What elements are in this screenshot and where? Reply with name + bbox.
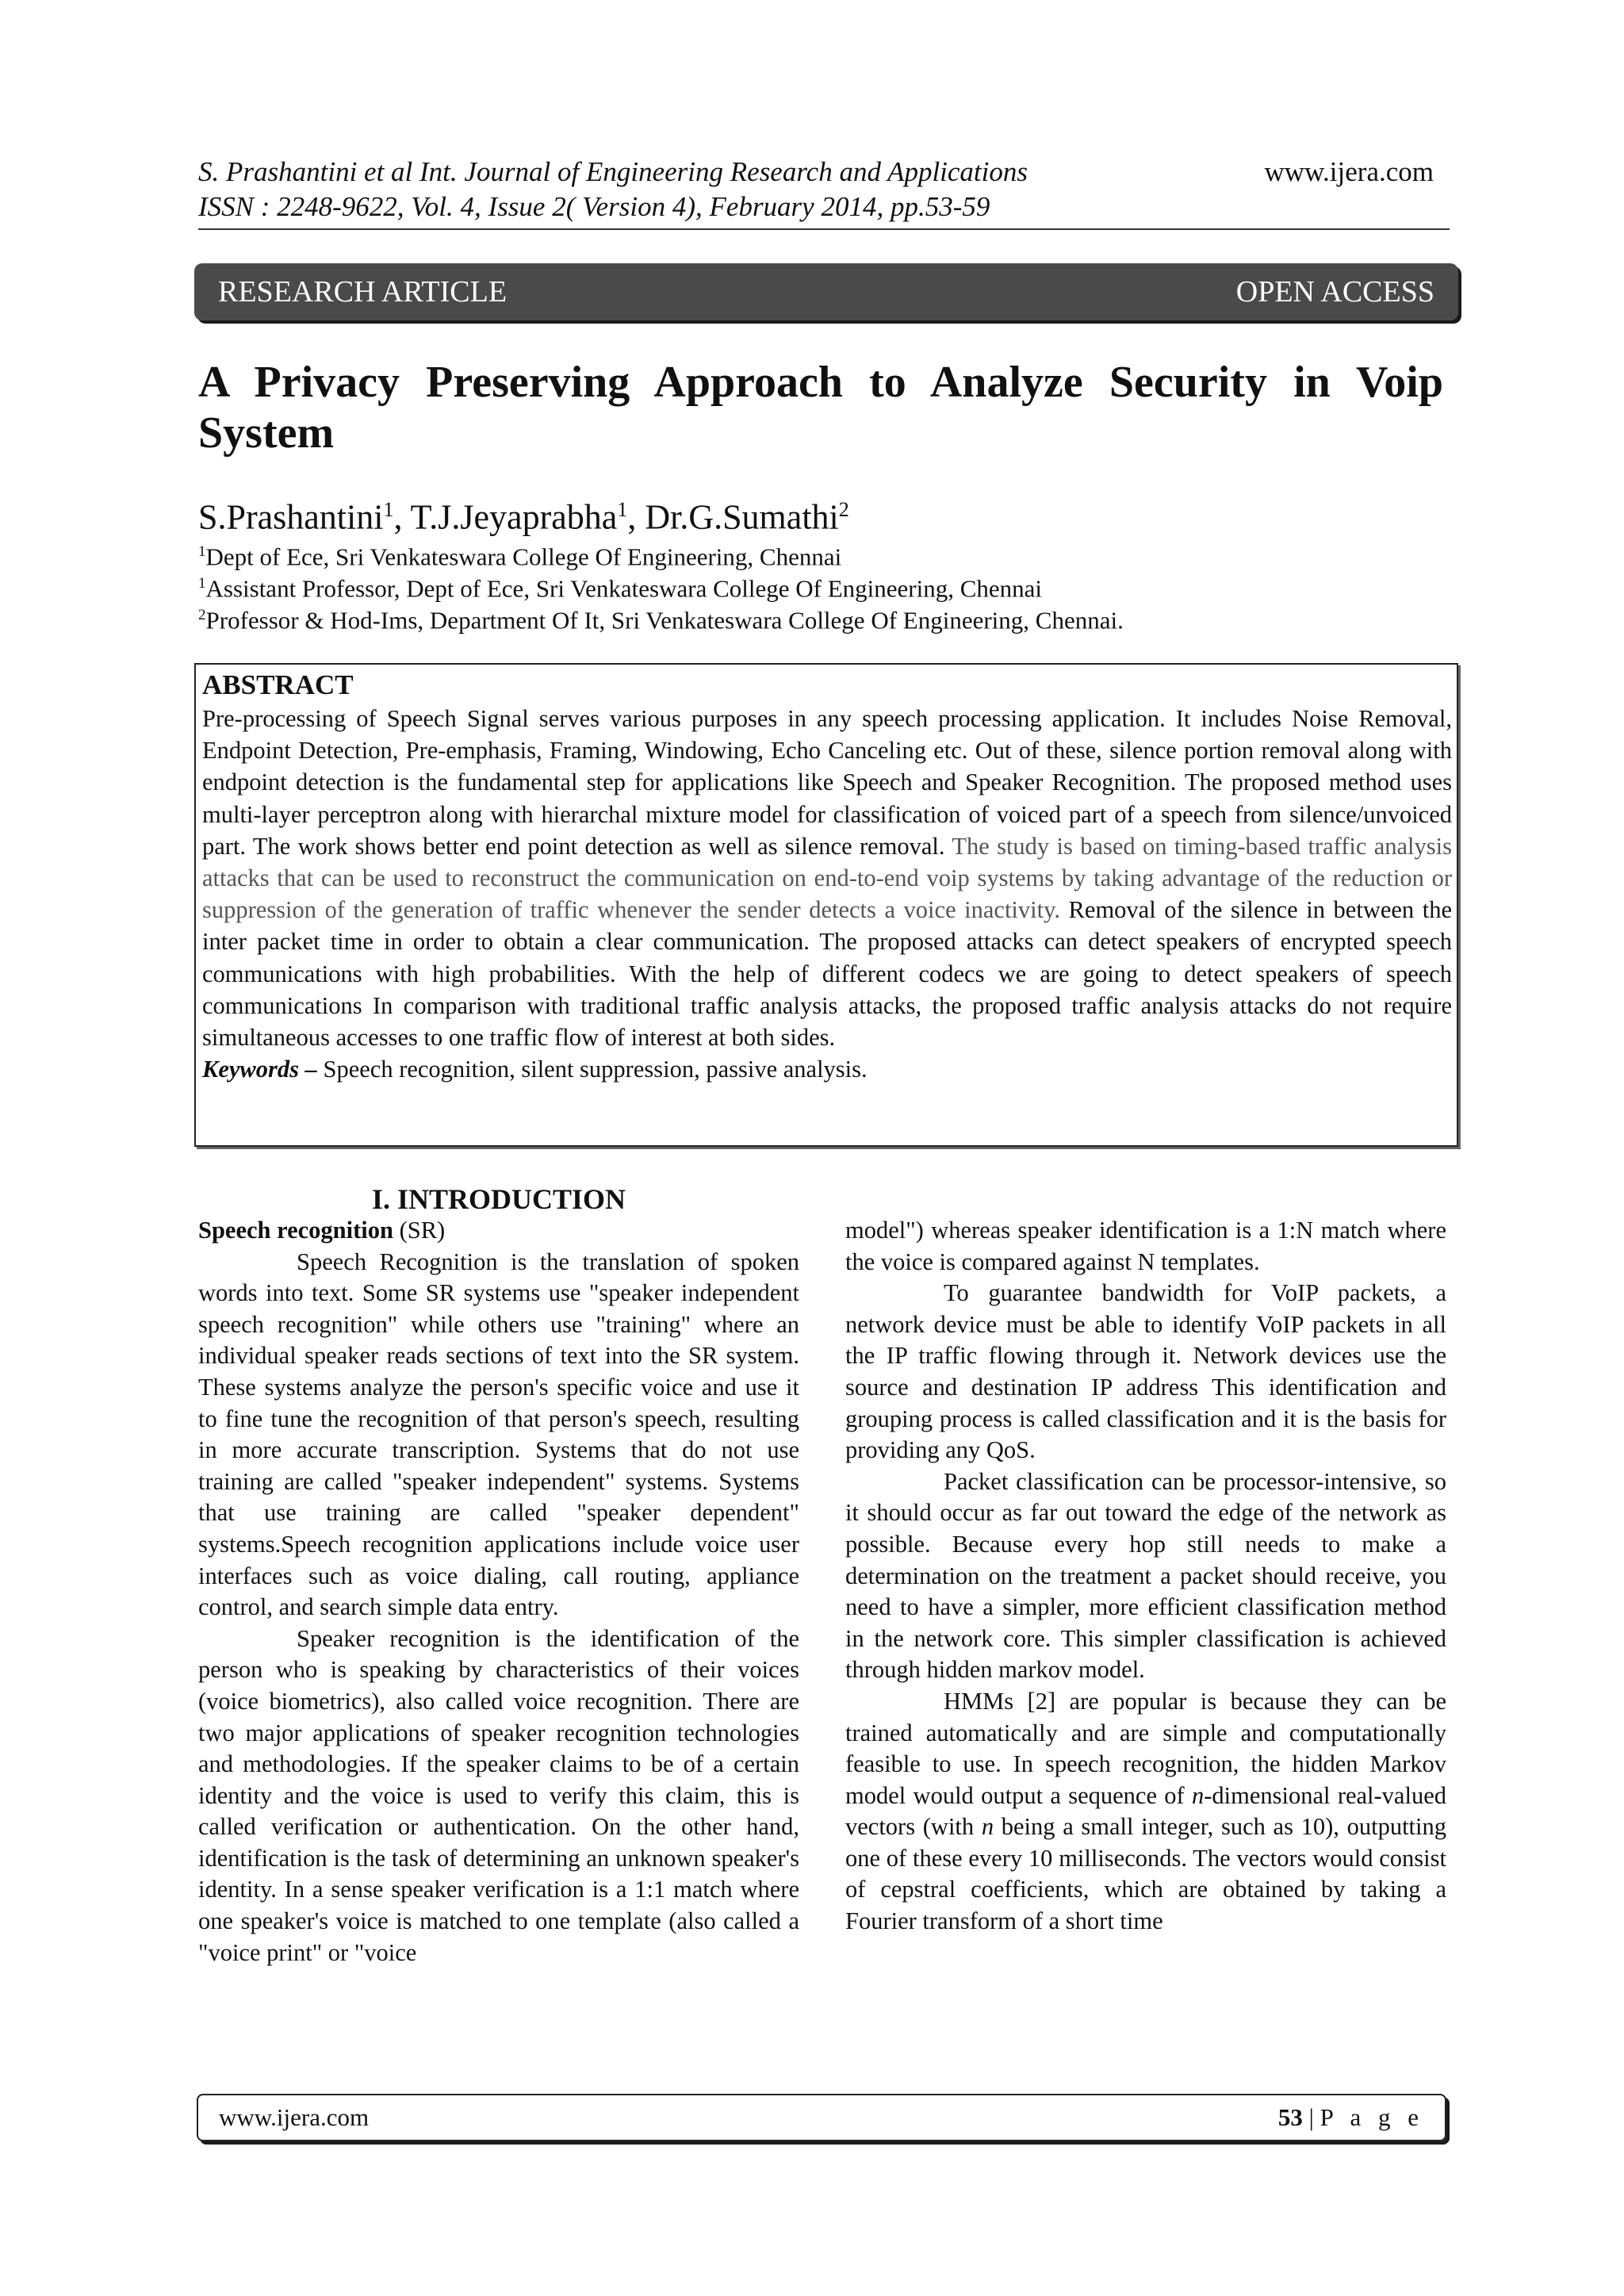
subheading-speech-recognition: Speech recognition [198, 1217, 393, 1244]
research-article-label: RESEARCH ARTICLE [218, 275, 508, 309]
keywords-text: Speech recognition, silent suppression, passive analysis. [316, 1056, 868, 1083]
page-footer [197, 2094, 1446, 2141]
paragraph: Speaker recognition is the identification of the person who is speaking by characteristics of their voices (voice biometrics), also called voice recognition. There are two major applications of speaker recognition technologies and methodologies. If the speaker claims to be of a certain identity and the voice is used to verify this claim, this is called verification or authentication. On the other hand, identification is the task of determining an unknown speaker's identity. In a sense speaker verification is a 1:1 match where one speaker's voice is matched to one template (also called a "voice print" or "voice [198, 1624, 799, 1966]
page-number: 53 [1277, 2103, 1303, 2131]
abstract-part-1: Pre-processing of Speech Signal serves various purposes in any speech processing application. It includes Noise Removal, Endpoint Detection, Pre-emphasis, Framing, Windowing, Echo Canceling etc. Out of these, silence portion removal along with endpoint detection is the fundamental step for applications like Speech and Speaker Recognition. The proposed method uses multi-layer perceptron along with hierarchal mixture model for classification of voiced part of a speech from silence/unvoiced part. The work shows better end point detection as well as silence removal. [202, 705, 1452, 860]
left-column [198, 1215, 799, 1968]
right-column [845, 1215, 1446, 1938]
text-run: HMMs [2] are popular is because they can be trained automatically and are simple and computationally feasible to use. In speech recognition, the hidden Markov model would output a sequence of [845, 1687, 1446, 1809]
page-word: P a g e [1320, 2103, 1424, 2131]
author-affiliation-mark: 2 [838, 498, 849, 521]
text-run: being a small integer, such as 10), outputting one of these every 10 milliseconds. The vectors would consist of cepstral coefficients, which are obtained by taking a Fourier transform of a short time [845, 1813, 1446, 1935]
subheading-line [198, 1215, 799, 1247]
page-separator: | [1302, 2103, 1320, 2131]
abstract-body [202, 703, 1452, 1053]
paragraph: model") whereas speaker identification is a 1:N match where the voice is compared against N templates. [845, 1217, 1446, 1275]
variable-n: n [1192, 1781, 1205, 1809]
author-name: S.Prashantini [198, 497, 384, 537]
abstract-box [194, 663, 1458, 1147]
paragraph: To guarantee bandwidth for VoIP packets, a network device must be able to identify VoIP packets in all the IP traffic flowing through it. Network devices use the source and destination IP address This identification and grouping process is called classification and it is the basis for providing any QoS. [845, 1279, 1446, 1464]
paper-title-line-2: System [198, 408, 335, 458]
keywords-line [202, 1053, 1452, 1085]
article-type-banner [194, 263, 1458, 320]
keywords-label: Keywords – [202, 1056, 317, 1083]
running-header-citation [198, 155, 1028, 224]
author-affiliation-mark: 1 [383, 498, 394, 521]
abstract-part-3: Removal of the silence in between the inter packet time in order to obtain a clear communication. The proposed attacks can detect speakers of encrypted speech communications with high probabilities. With the help of different codecs we are going to detect speakers of speech communications In comparison with traditional traffic analysis attacks, the proposed traffic analysis attacks do not require simultaneous accesses to one traffic flow of interest at both sides. [202, 896, 1452, 1052]
paper-title-line-1: A Privacy Preserving Approach to Analyze Security in Voip [198, 358, 1443, 407]
header-divider [198, 228, 1450, 230]
author-affiliation-mark: 1 [617, 498, 628, 521]
subheading-suffix: (SR) [393, 1217, 446, 1244]
page-number-label [1278, 2103, 1424, 2132]
abstract-heading: ABSTRACT [202, 669, 354, 700]
text-run: -dimensional real-valued vectors (with [845, 1781, 1446, 1841]
affiliation-mark: 1 [198, 575, 206, 592]
paragraph-hmm [845, 1686, 1446, 1938]
affiliation-text: Professor & Hod-Ims, Department Of It, Sri Venkateswara College Of Engineering, Chennai. [205, 606, 1124, 634]
section-heading-introduction: I. INTRODUCTION [371, 1183, 626, 1215]
footer-website-link[interactable]: www.ijera.com [219, 2103, 370, 2131]
abstract-part-2: The study is based on timing-based traffic analysis attacks that can be used to reconstruct the communication on end-to-end voip systems by taking advantage of the reduction or suppression of the generation of traffic whenever the sender detects a voice inactivity. [202, 832, 1452, 924]
author-list: S.Prashantini$^1$, T.J.Jeyaprabha$^1$, Dr.G.Sumathi$^2$ [198, 497, 849, 537]
affiliation-text: Assistant Professor, Dept of Ece, Sri Venkateswara College Of Engineering, Chennai [205, 574, 1043, 603]
header-website-link[interactable]: www.ijera.com [1264, 156, 1434, 187]
citation-line-1: S. Prashantini et al Int. Journal of Engineering Research and Applications [198, 156, 1028, 187]
paragraph: Packet classification can be processor-intensive, so it should occur as far out toward the edge of the network as possible. Because every hop still needs to make a determination on the treatment a packet should receive, you need to have a simpler, more efficient classification method in the network core. This simpler classification is achieved through hidden markov model. [845, 1467, 1446, 1684]
affiliation-mark: 2 [198, 607, 206, 623]
affiliation-text: Dept of Ece, Sri Venkateswara College Of Engineering, Chennai [205, 542, 842, 571]
author-name: T.J.Jeyaprabha [410, 497, 618, 537]
open-access-label: OPEN ACCESS [1235, 275, 1434, 309]
variable-n: n [981, 1813, 994, 1841]
author-name: Dr.G.Sumathi [645, 497, 839, 537]
paragraph: Speech Recognition is the translation of spoken words into text. Some SR systems use "speaker independent speech recognition" while others use "training" where an individual speaker reads sections of text into the SR system. These systems analyze the person's specific voice and use it to fine tune the recognition of that person's speech, resulting in more accurate transcription. Systems that do not use training are called "speaker independent" systems. Systems that use training are called "speaker dependent" systems.Speech recognition applications include voice user interfaces such as voice dialing, call routing, appliance control, and search simple data entry. [198, 1248, 799, 1621]
affiliation-line [198, 600, 1124, 636]
citation-line-2: ISSN : 2248-9622, Vol. 4, Issue 2( Version 4), February 2014, pp.53-59 [198, 191, 990, 222]
affiliation-mark: 1 [198, 543, 206, 560]
